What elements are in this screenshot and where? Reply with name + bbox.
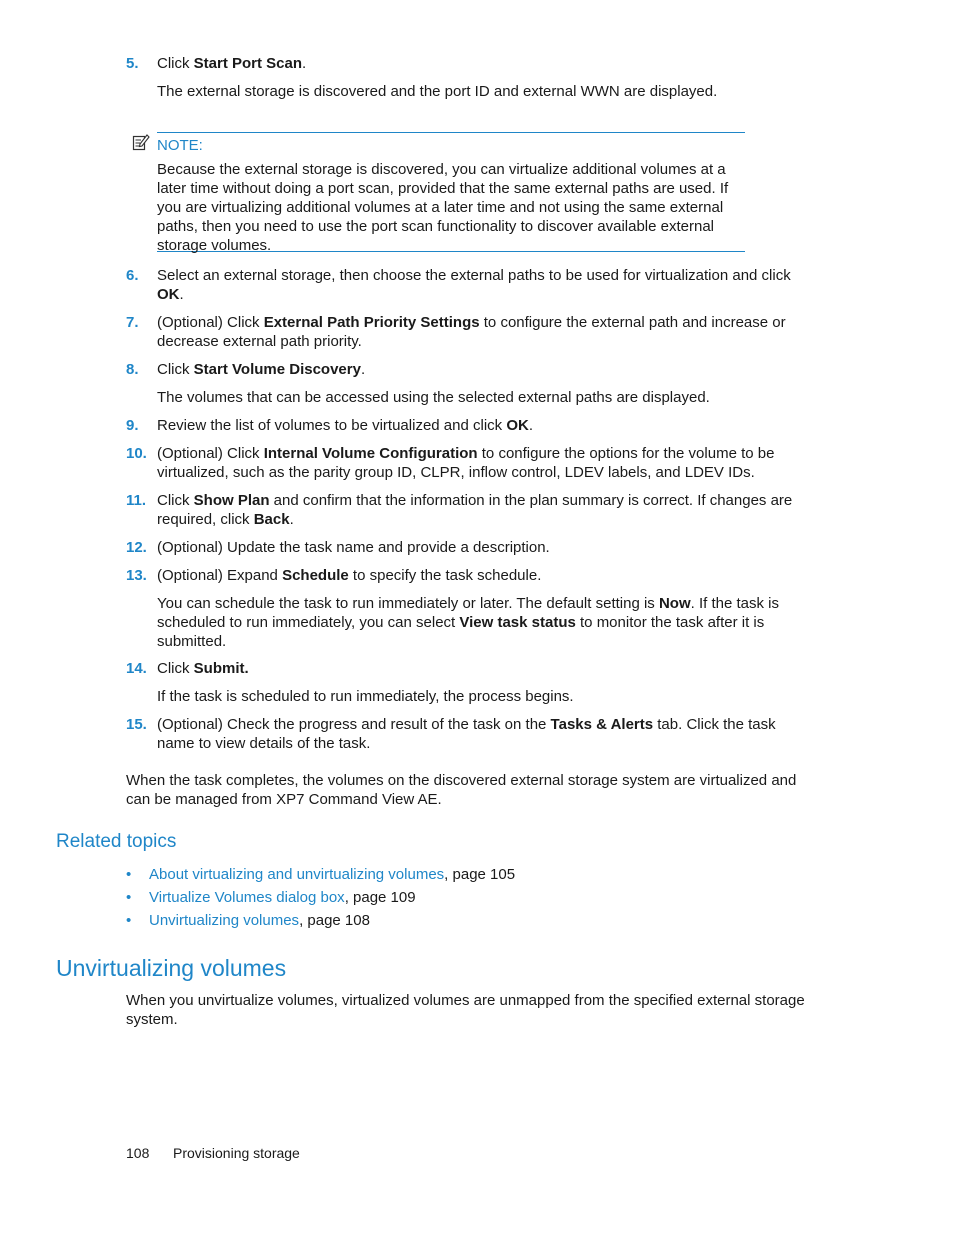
ui-term: Back (253, 511, 290, 528)
step-text: Click (157, 492, 194, 509)
bullet-icon: • (126, 889, 132, 906)
step-number: 14. (126, 660, 147, 677)
page-ref: , page 108 (299, 912, 370, 929)
step-6 (126, 266, 806, 304)
step-number: 6. (126, 267, 139, 284)
step-number: 13. (126, 567, 147, 584)
related-link-unvirtualizing[interactable]: Unvirtualizing volumes (149, 912, 300, 929)
step-text: (Optional) Expand (157, 567, 283, 584)
step-number: 7. (126, 314, 139, 331)
step-text: (Optional) Click (157, 445, 264, 462)
step-14 (126, 659, 806, 678)
step-10 (126, 444, 806, 482)
step-5 (126, 54, 806, 73)
step-5-detail: The external storage is discovered and the port ID and external WWN are displayed. (157, 83, 718, 100)
ui-term: Now (658, 595, 691, 612)
section-paragraph: When you unvirtualize volumes, virtualized volumes are unmapped from the specified external storage system. (126, 992, 805, 1028)
bullet-icon: • (126, 912, 132, 929)
step-12 (126, 538, 806, 557)
ui-term: Start Volume Discovery (193, 361, 361, 378)
step-text: . (289, 511, 294, 528)
footer-title: Provisioning storage (173, 1145, 300, 1161)
step-text: Review the list of volumes to be virtualized and click (157, 417, 507, 434)
step-number: 9. (126, 417, 139, 434)
conclusion-paragraph: When the task completes, the volumes on the discovered external storage system are virtualized and can be managed from XP7 Command View AE. (126, 772, 797, 808)
ui-term: Tasks & Alerts (550, 716, 654, 733)
note-title: NOTE: (157, 137, 203, 154)
step-text: . (360, 361, 366, 378)
page-ref: , page 105 (444, 866, 516, 883)
ui-term: OK (506, 417, 529, 434)
step-number: 11. (126, 492, 147, 509)
ui-term: Schedule (282, 567, 349, 584)
related-link-virtualize-dialog[interactable]: Virtualize Volumes dialog box (149, 889, 345, 906)
related-topics-list (126, 863, 515, 932)
detail-text: You can schedule the task to run immediately or later. The default setting is (157, 595, 659, 612)
step-15 (126, 715, 806, 753)
step-text: (Optional) Check the progress and result of the task on the (157, 716, 551, 733)
related-topics-heading: Related topics (56, 831, 177, 852)
step-11 (126, 491, 806, 529)
note-text: Because the external storage is discovered, you can virtualize additional volumes at a later time without doing a port scan, provided that the same external paths are used. If you are virtualizing additional volumes at a later time and not using the same external paths, then you need to use the port scan functionality to discover available external storage volumes. (157, 161, 729, 254)
step-13 (126, 566, 806, 585)
bullet-icon: • (126, 866, 132, 883)
detail-text: to monitor the task after it is submitted. (157, 614, 765, 650)
step-8 (126, 360, 806, 379)
step-text: Click (157, 55, 194, 72)
step-text: (Optional) Update the task name and provide a description. (157, 539, 550, 556)
related-link-about-virtualizing[interactable]: About virtualizing and unvirtualizing volumes (149, 866, 445, 883)
step-text: Click (157, 361, 194, 378)
list-item (126, 909, 515, 932)
step-text: Click (157, 660, 194, 677)
step-text: (Optional) Click (157, 314, 264, 331)
step-text: tab. Click the task name to view details of the task. (157, 716, 776, 752)
ui-term: Internal Volume Configuration (263, 445, 478, 462)
step-7 (126, 313, 806, 351)
step-number: 15. (126, 716, 147, 733)
page-ref: , page 109 (344, 889, 416, 906)
step-text: to specify the task schedule. (348, 567, 542, 584)
ui-term: External Path Priority Settings (263, 314, 480, 331)
list-item (126, 886, 515, 909)
step-text: to configure the options for the volume to be virtualized, such as the parity group ID, CLPR, inflow control, LDEV labels, and LDEV IDs. (157, 445, 775, 481)
step-text: . (302, 55, 307, 72)
step-8-detail: The volumes that can be accessed using the selected external paths are displayed. (157, 389, 710, 406)
ui-term: Start Port Scan (193, 55, 303, 72)
list-item (126, 863, 515, 886)
step-text: Select an external storage, then choose the external paths to be used for virtualization and click (157, 267, 791, 284)
section-heading: Unvirtualizing volumes (56, 955, 287, 981)
step-number: 12. (126, 539, 147, 556)
step-text: . (179, 286, 184, 303)
step-text: . (528, 417, 533, 434)
ui-term: Submit. (193, 660, 249, 677)
step-number: 8. (126, 361, 139, 378)
step-text: and confirm that the information in the plan summary is correct. If changes are required, click (157, 492, 793, 528)
ui-term: OK (157, 286, 180, 303)
step-13-detail (157, 594, 807, 651)
step-number: 10. (126, 445, 147, 462)
ui-term: View task status (459, 614, 576, 631)
ui-term: Show Plan (193, 492, 270, 509)
page-number: 108 (126, 1145, 150, 1161)
detail-text: . If the task is scheduled to run immediately, you can select (157, 595, 780, 631)
step-14-detail: If the task is scheduled to run immediately, the process begins. (157, 688, 574, 705)
step-number: 5. (126, 55, 139, 72)
step-9 (126, 416, 806, 435)
note-pencil-icon (132, 133, 150, 151)
step-text: to configure the external path and increase or decrease external path priority. (157, 314, 786, 350)
